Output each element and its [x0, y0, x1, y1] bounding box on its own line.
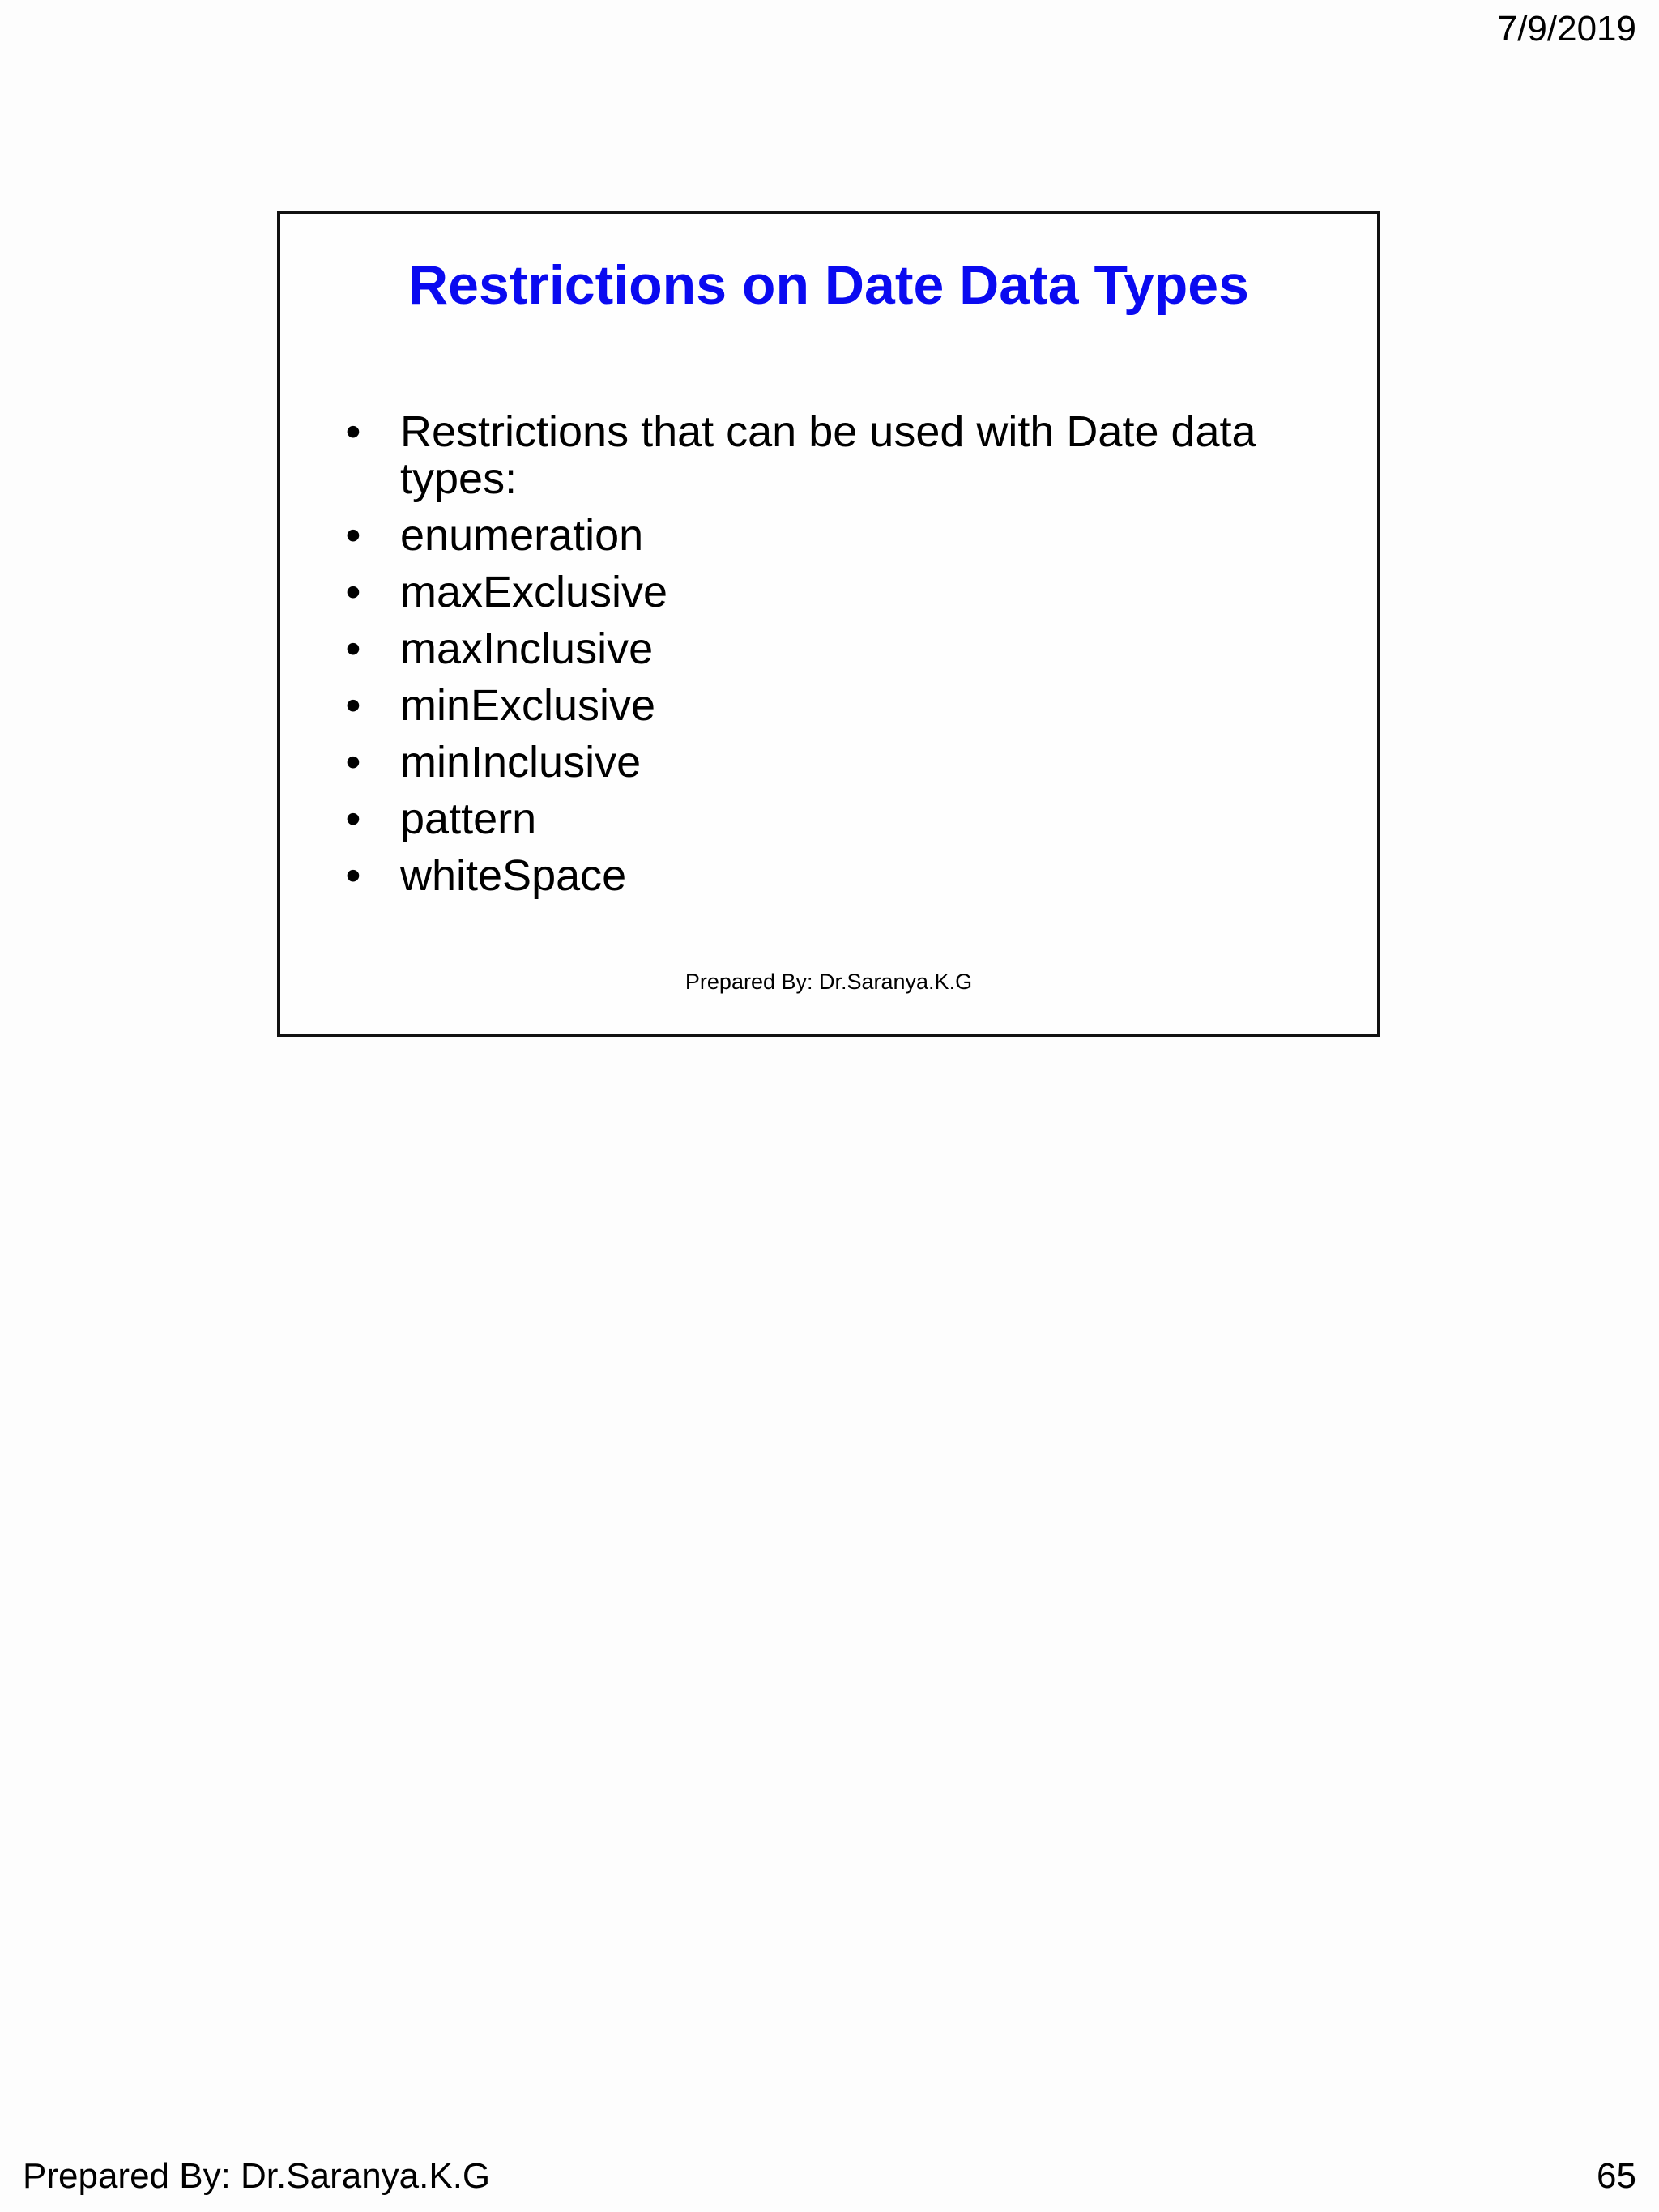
list-item-text: minInclusive	[400, 738, 642, 786]
list-item-text: maxInclusive	[400, 624, 654, 673]
bullet-icon: •	[345, 681, 361, 730]
bullet-icon: •	[345, 568, 361, 616]
slide-frame	[277, 211, 1380, 1037]
list-item-text: minExclusive	[400, 681, 656, 730]
list-item	[337, 408, 1325, 502]
slide-title: Restrictions on Date Data Types	[408, 254, 1249, 316]
bullet-list	[337, 408, 1325, 909]
list-item	[337, 569, 1325, 616]
list-item	[337, 795, 1325, 842]
slide-footer-author: Prepared By: Dr.Saranya.K.G	[684, 970, 973, 994]
bullet-icon: •	[345, 851, 361, 900]
list-item-text: pattern	[400, 795, 537, 843]
list-item	[337, 512, 1325, 559]
list-item	[337, 682, 1325, 729]
list-item	[337, 739, 1325, 786]
list-item	[337, 852, 1325, 899]
list-item-text: enumeration	[400, 511, 644, 560]
page-date: 7/9/2019	[1497, 9, 1636, 49]
page-footer-author: Prepared By: Dr.Saranya.K.G	[23, 2156, 491, 2196]
bullet-icon: •	[345, 738, 361, 786]
list-item-text: whiteSpace	[400, 851, 627, 900]
bullet-icon: •	[345, 624, 361, 673]
page-number: 65	[1597, 2156, 1636, 2196]
bullet-icon: •	[345, 795, 361, 843]
bullet-icon: •	[345, 511, 361, 560]
list-item-text: maxExclusive	[400, 568, 668, 616]
list-item	[337, 625, 1325, 672]
bullet-icon: •	[345, 407, 361, 456]
list-item-text: Restrictions that can be used with Date data types:	[400, 407, 1256, 503]
